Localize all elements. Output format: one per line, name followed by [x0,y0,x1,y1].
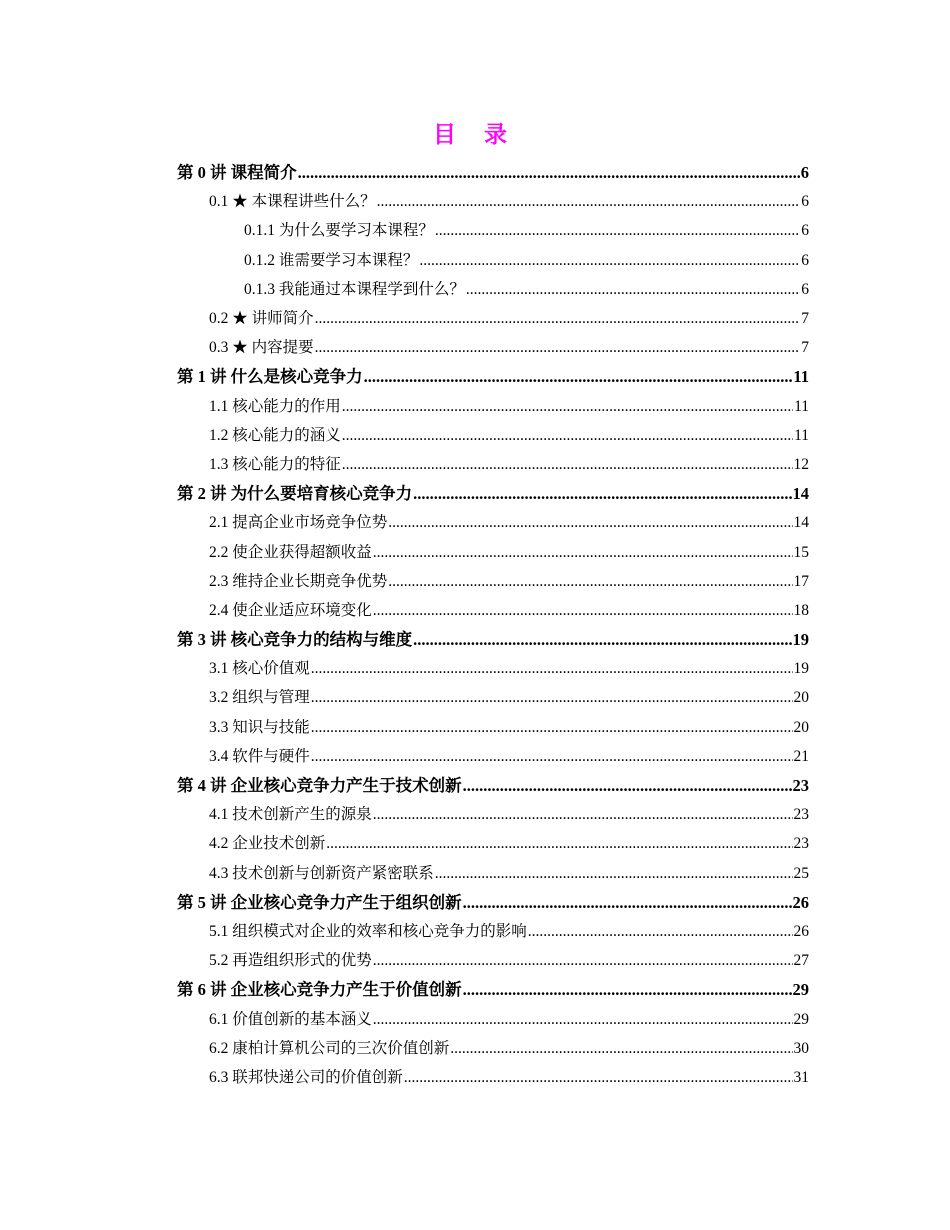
dot-leader [463,975,792,1004]
toc-entry-label: 2.3 维持企业长期竞争优势 [209,572,388,590]
toc-entry-level-2[interactable] [0,1063,809,1092]
dot-leader [311,683,793,712]
toc-entry-label: 第 3 讲 核心竞争力的结构与维度 [177,630,413,650]
dot-leader [419,246,800,275]
toc-entry-level-2[interactable] [0,596,809,625]
toc-entry-level-2[interactable] [0,1004,809,1033]
toc-entry-label: 第 0 讲 课程简介 [177,163,297,183]
toc-entry-page-number: 20 [793,718,809,736]
dot-leader [364,362,793,391]
toc-entry-level-2[interactable] [0,829,809,858]
toc-entry-page-number: 19 [792,630,809,650]
toc-entry-level-3[interactable] [0,246,809,275]
dot-leader [466,275,800,304]
dot-leader [435,216,800,245]
toc-entry-page-number: 11 [794,397,809,415]
dot-leader [435,859,793,888]
toc-entry-label: 2.2 使企业获得超额收益 [209,543,372,561]
dot-leader [388,508,792,537]
toc-entry-label: 0.2 ★ 讲师简介 [209,310,314,328]
toc-entry-page-number: 27 [793,952,809,970]
dot-leader [326,829,792,858]
toc-entry-page-number: 23 [792,776,809,796]
toc-entry-page-number: 6 [801,222,809,240]
toc-entry-page-number: 6 [801,251,809,269]
toc-entry-label: 3.3 知识与技能 [209,718,310,736]
toc-entry-level-1[interactable] [0,975,809,1004]
toc-entry-level-2[interactable] [0,333,809,362]
toc-entry-level-1[interactable] [0,625,809,654]
toc-entry-label: 5.2 再造组织形式的优势 [209,952,372,970]
toc-entry-page-number: 6 [801,280,809,298]
toc-entry-level-2[interactable] [0,304,809,333]
dot-leader [298,158,800,187]
toc-entry-level-2[interactable] [0,421,809,450]
dot-leader [373,596,793,625]
toc-entry-label: 6.3 联邦快递公司的价值创新 [209,1068,403,1086]
toc-entry-page-number: 30 [793,1039,809,1057]
toc-entry-level-1[interactable] [0,362,809,391]
dot-leader [463,888,792,917]
toc-entry-label: 3.2 组织与管理 [209,689,310,707]
toc-entry-page-number: 23 [793,806,809,824]
toc-entry-page-number: 21 [793,747,809,765]
dot-leader [404,1063,793,1092]
dot-leader [342,450,793,479]
toc-entry-level-2[interactable] [0,654,809,683]
toc-entry-page-number: 7 [801,339,809,357]
toc-entry-level-2[interactable] [0,917,809,946]
toc-entry-page-number: 6 [800,163,809,183]
dot-leader [311,713,793,742]
toc-entry-page-number: 17 [793,572,809,590]
dot-leader [311,742,793,771]
dot-leader [373,538,793,567]
toc-title: 目 录 [432,122,517,148]
toc-entry-page-number: 11 [794,426,809,444]
toc-entry-label: 3.1 核心价值观 [209,660,310,678]
toc-entry-label: 6.2 康柏计算机公司的三次价值创新 [209,1039,450,1057]
toc-entry-level-1[interactable] [0,158,809,187]
toc-entry-level-1[interactable] [0,888,809,917]
toc-entry-page-number: 29 [792,980,809,1000]
toc-entry-level-2[interactable] [0,508,809,537]
toc-entry-page-number: 14 [793,514,809,532]
dot-leader [450,1034,792,1063]
toc-entry-label: 1.1 核心能力的作用 [209,397,341,415]
toc-entry-page-number: 19 [793,660,809,678]
toc-entry-page-number: 6 [801,193,809,211]
toc-entry-page-number: 25 [793,864,809,882]
toc-entry-label: 第 4 讲 企业核心竞争力产生于技术创新 [177,776,462,796]
toc-entry-label: 4.1 技术创新产生的源泉 [209,806,372,824]
dot-leader [528,917,793,946]
toc-entry-page-number: 12 [793,455,809,473]
table-of-contents [0,158,950,1092]
dot-leader [388,567,792,596]
dot-leader [373,1005,793,1034]
toc-entry-level-1[interactable] [0,479,809,508]
toc-entry-level-2[interactable] [0,537,809,566]
toc-entry-label: 2.4 使企业适应环境变化 [209,601,372,619]
dot-leader [342,421,793,450]
toc-entry-level-1[interactable] [0,771,809,800]
toc-entry-label: 0.1.2 谁需要学习本课程？ [244,251,419,269]
toc-entry-label: 4.2 企业技术创新 [209,835,326,853]
toc-entry-label: 4.3 技术创新与创新资产紧密联系 [209,864,434,882]
toc-entry-label: 第 6 讲 企业核心竞争力产生于价值创新 [177,980,462,1000]
dot-leader [342,392,793,421]
toc-entry-label: 5.1 组织模式对企业的效率和核心竞争力的影响 [209,922,527,940]
toc-entry-label: 6.1 价值创新的基本涵义 [209,1010,372,1028]
toc-entry-page-number: 20 [793,689,809,707]
toc-entry-label: 2.1 提高企业市场竞争位势 [209,514,388,532]
toc-entry-level-2[interactable] [0,800,809,829]
toc-entry-label: 第 2 讲 为什么要培育核心竞争力 [177,484,413,504]
toc-entry-page-number: 23 [793,835,809,853]
toc-entry-label: 0.1 ★ 本课程讲些什么？ [209,193,376,211]
dot-leader [311,654,793,683]
toc-entry-page-number: 29 [793,1010,809,1028]
toc-entry-level-3[interactable] [0,275,809,304]
dot-leader [373,946,793,975]
toc-entry-level-2[interactable] [0,187,809,216]
toc-entry-page-number: 15 [793,543,809,561]
toc-entry-level-2[interactable] [0,946,809,975]
toc-entry-level-2[interactable] [0,392,809,421]
toc-entry-page-number: 14 [792,484,809,504]
dot-leader [413,479,791,508]
toc-entry-label: 0.1.3 我能通过本课程学到什么？ [244,280,465,298]
toc-entry-page-number: 31 [793,1068,809,1086]
toc-entry-label: 1.2 核心能力的涵义 [209,426,341,444]
toc-entry-label: 0.3 ★ 内容提要 [209,339,314,357]
toc-entry-label: 0.1.1 为什么要学习本课程？ [244,222,434,240]
toc-entry-label: 1.3 核心能力的特征 [209,455,341,473]
toc-entry-level-2[interactable] [0,450,809,479]
dot-leader [463,771,792,800]
toc-entry-level-2[interactable] [0,742,809,771]
toc-entry-level-2[interactable] [0,859,809,888]
dot-leader [377,187,801,216]
toc-entry-level-2[interactable] [0,1034,809,1063]
toc-entry-level-3[interactable] [0,216,809,245]
toc-entry-level-2[interactable] [0,683,809,712]
toc-entry-page-number: 26 [792,892,809,912]
dot-leader [315,304,801,333]
dot-leader [413,625,791,654]
toc-entry-label: 第 5 讲 企业核心竞争力产生于组织创新 [177,892,462,912]
toc-entry-level-2[interactable] [0,567,809,596]
toc-entry-page-number: 18 [793,601,809,619]
toc-entry-page-number: 26 [793,922,809,940]
toc-entry-page-number: 7 [801,310,809,328]
toc-entry-label: 第 1 讲 什么是核心竞争力 [177,367,363,387]
toc-entry-level-2[interactable] [0,713,809,742]
dot-leader [373,800,793,829]
dot-leader [315,333,801,362]
toc-entry-page-number: 11 [793,367,809,387]
toc-entry-label: 3.4 软件与硬件 [209,747,310,765]
